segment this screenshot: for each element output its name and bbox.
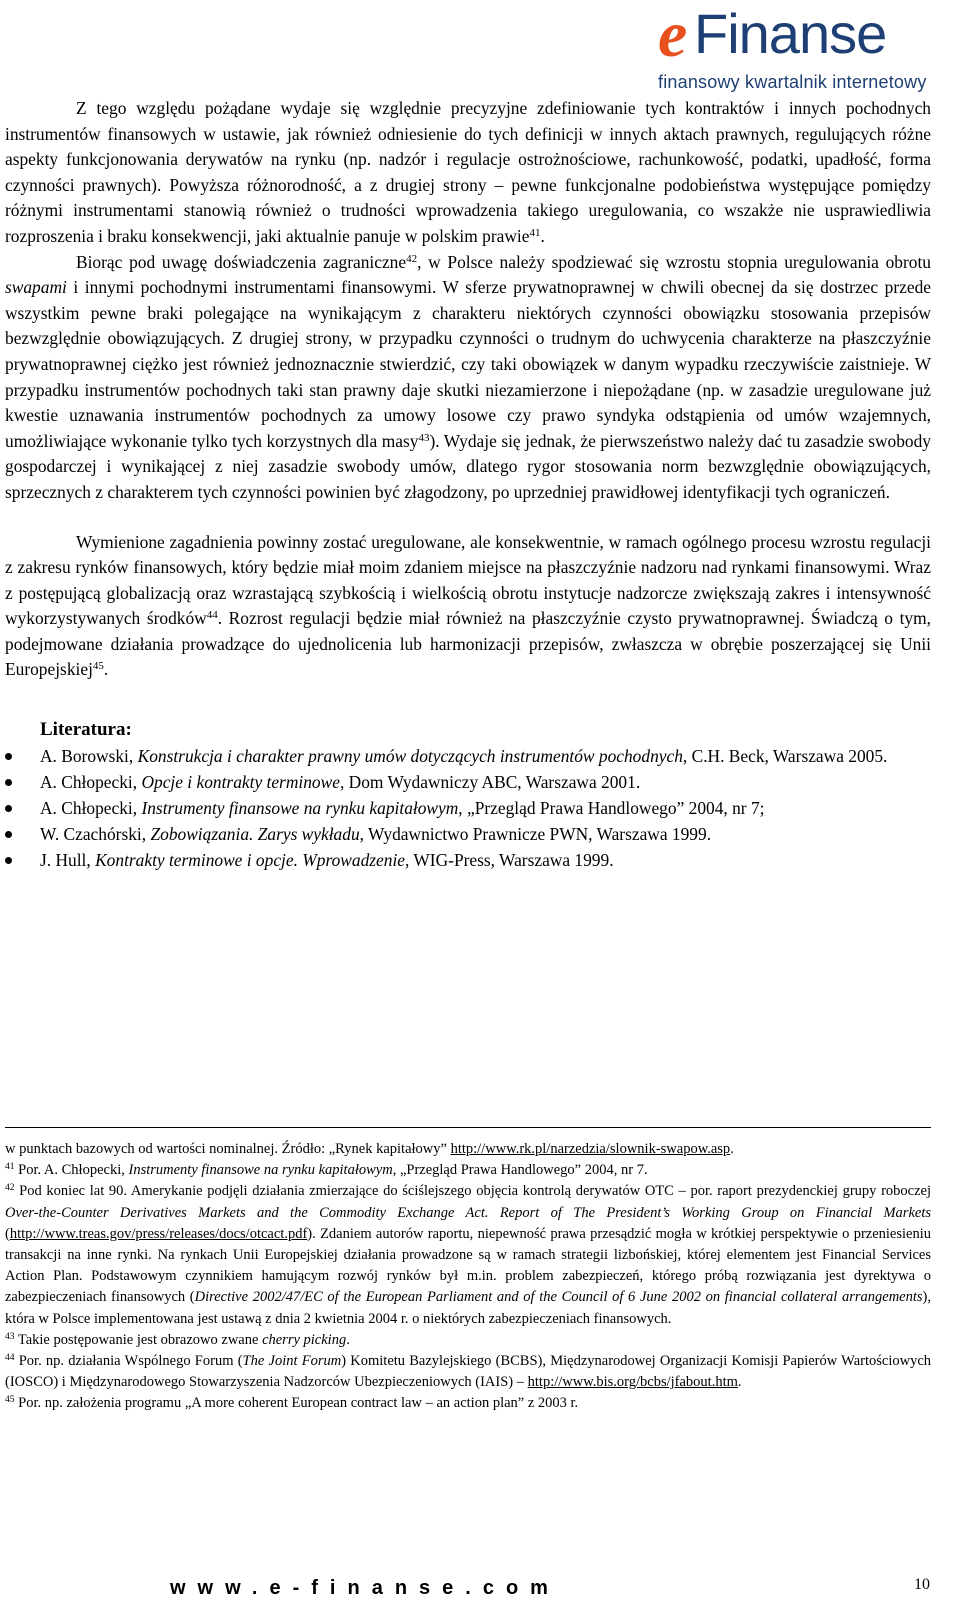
footnote-ref-42[interactable]: 42: [406, 252, 418, 265]
logo-tagline: finansowy kwartalnik internetowy: [658, 72, 927, 92]
literature-item: W. Czachórski, Zobowiązania. Zarys wykładu, Wydawnictwo Prawnicze PWN, Warszawa 1999.: [5, 821, 931, 847]
footnote-41: $^{41}$ Por. A. Chłopecki, Instrumenty finansowe na rynku kapitałowym, „Przegląd Prawa Handlowego” 2004, nr 7.: [5, 1162, 648, 1179]
footnote-44: $^{44}$ Por. np. działania Wspólnego Forum (The Joint Forum) Komitetu Bazylejskiego (BCBS), Międzynarodowej Organizacji Komisji Papierów Wartościowych (IOSCO) i Międzynarodowego Stowarzyszenia Nadzorców Ubezpieczeniowych (IAIS) – http://www.bis.org/bcbs/jfabout.htm.: [5, 1353, 932, 1391]
footnote-ref-41[interactable]: 41: [529, 226, 541, 239]
literature-item: A. Chłopecki, Opcje i kontrakty terminowe, Dom Wydawniczy ABC, Warszawa 2001.: [5, 769, 931, 795]
footnote-43: $^{43}$ Takie postępowanie jest obrazowo zwane cherry picking.: [5, 1331, 350, 1348]
literature-list: [5, 743, 931, 873]
footnote-ref-43[interactable]: 43: [418, 431, 430, 444]
footer-website-url: www.e-finanse.com: [170, 1577, 560, 1599]
footnote-42: $^{42}$ Pod koniec lat 90. Amerykanie podjęli działania zmierzające do ściślejszego objęcia kontrolą derywatów OTC – por. raport prezydenckiej grupy roboczej Over-the-Counter Derivatives Markets and the Commodity Exchange Act. Report of The President’s Working Group on Financial Markets (http://www.treas.gov/press/releases/docs/otcact.pdf). Zdaniem autorów raportu, niepewność prawa przesądzić mogła w krótkiej perspektywie o przeniesieniu transakcji na inne rynki. Na rynkach Unii Europejskiej działania prowadzone są w ramach strategii lizbońskiej, której elementem jest Financial Services Action Plan. Podstawowym czynnikiem hamującym rozwój rynków był m.in. problem zabezpieczeń, którego próbą rozwiązania jest dyrektywa o zabezpieczeniach finansowych (Directive 2002/47/EC of the European Parliament and of the Council of 6 June 2002 on financial collateral arrangements), która w Polsce implementowana jest ustawą z dnia 2 kwietnia 2004 r. o niektórych zabezpieczeniach finansowych.: [5, 1183, 931, 1327]
article-body: [5, 96, 931, 873]
footnote-ref-44[interactable]: 44: [206, 609, 218, 622]
paragraph-1: Z tego względu pożądane wydaje się względnie precyzyjne zdefiniowanie tych kontraktów i innych pochodnych instrumentów finansowych w ustawie, jak również odniesienie do tych definicji w innych aktach prawnych, regulujących różne aspekty funkcjonowania derywatów na rynku (np. nadzór i regulacje ostrożnościowe, rachunkowość, podatki, upadłość, forma czynności prawnych). Powyższa różnorodność, a z drugiej strony – pewne funkcjonalne podobieństwa występujące pomiędzy różnymi instrumentami stanowią również o trudności wprowadzenia takiego uregulowania, co wszakże nie usprawiedliwia rozproszenia i braku konsekwencji, jaki aktualnie panuje w polskim prawie$^{41}$.: [5, 98, 931, 246]
literature-item: A. Borowski, Konstrukcja i charakter prawny umów dotyczących instrumentów pochodnych, C.H. Beck, Warszawa 2005.: [5, 743, 931, 769]
footnote-separator: [5, 1127, 931, 1128]
footnote-45: $^{45}$ Por. np. założenia programu „A more coherent European contract law – an action plan” z 2003 r.: [5, 1395, 579, 1412]
logo-wordmark: Finanse: [694, 2, 887, 65]
footnote-continued: w punktach bazowych od wartości nominalnej. Źródło: „Rynek kapitałowy” http://www.rk.pl/narzedzia/slownik-swapow.asp.: [5, 1141, 734, 1157]
footnotes: [5, 1139, 931, 1415]
literature-item: J. Hull, Kontrakty terminowe i opcje. Wprowadzenie, WIG-Press, Warszawa 1999.: [5, 847, 931, 873]
logo-e-letter: e: [658, 0, 688, 71]
footnote-link-bis[interactable]: http://www.bis.org/bcbs/jfabout.htm: [527, 1374, 738, 1391]
footnote-link-treas[interactable]: http://www.treas.gov/press/releases/docs/otcact.pdf: [9, 1225, 308, 1242]
paragraph-2: Biorąc pod uwagę doświadczenia zagraniczne$^{42}$, w Polsce należy spodziewać się wzrostu stopnia uregulowania obrotu swapami i innymi pochodnymi instrumentami finansowymi. W sferze prywatnoprawnej w chwili obecnej da się dostrzec przede wszystkim pewne braki polegające na wynikającym z charakteru niektórych czynności obowiązku stosowania przepisów bezwzględnie obowiązujących. Z drugiej strony, w przypadku czynności o trudnym do uchwycenia charakterze na płaszczyźnie prywatnoprawnej ciężko jest również jednoznacznie stwierdzić, czy taki obowiązek w danym wypadku rzeczywiście zaistnieje. W przypadku instrumentów pochodnych taki stan prawny daje skutki niezamierzone i niepożądane (np. w zasadzie uregulowane już kwestie uznawania instrumentów pochodnych za umowy losowe czy prawo syndyka odstąpienia od umów wzajemnych, umożliwiające wykonanie tylko tych korzystnych dla masy$^{43}$). Wydaje się jednak, że pierwszeństwo należy dać tu zasadzie swobody gospodarczej i wynikającej z niej zasadzie swobody umów, dlatego rygor stosowania norm bezwzględnie obowiązujących, sprzecznych z charakterem tych czynności powinien być złagodzony, po uprzedniej prawidłowej identyfikacji tych ograniczeń.: [5, 251, 932, 502]
efinanse-logo: [658, 2, 954, 100]
footnote-ref-45[interactable]: 45: [92, 660, 104, 673]
paragraph-3: Wymienione zagadnienia powinny zostać uregulowane, ale konsekwentnie, w ramach ogólnego procesu wzrostu regulacji z zakresu rynków finansowych, który będzie miał moim zdaniem miejsce na płaszczyźnie nadzoru nad rynkami finansowymi. Wraz z postępującą globalizacją oraz wzrastającą szybkością i wielkością obrotu instytucje nadzorcze zwiększają zakres i intensywność wykorzystywanych środków$^{44}$. Rozrost regulacji będzie miał również na płaszczyźnie czysto prywatnoprawnej. Świadczą o tym, podejmowane działania prowadzące do ujednolicenia lub harmonizacji przepisów, zwłaszcza w obrębie poszerzającej się Unii Europejskiej$^{45}$.: [5, 531, 931, 680]
page-number: 10: [914, 1576, 930, 1593]
footnote-link-rk[interactable]: http://www.rk.pl/narzedzia/slownik-swapow.asp: [450, 1141, 731, 1157]
literature-heading: Literatura:: [40, 719, 132, 741]
literature-item: A. Chłopecki, Instrumenty finansowe na rynku kapitałowym, „Przegląd Prawa Handlowego” 2004, nr 7;: [5, 795, 931, 821]
